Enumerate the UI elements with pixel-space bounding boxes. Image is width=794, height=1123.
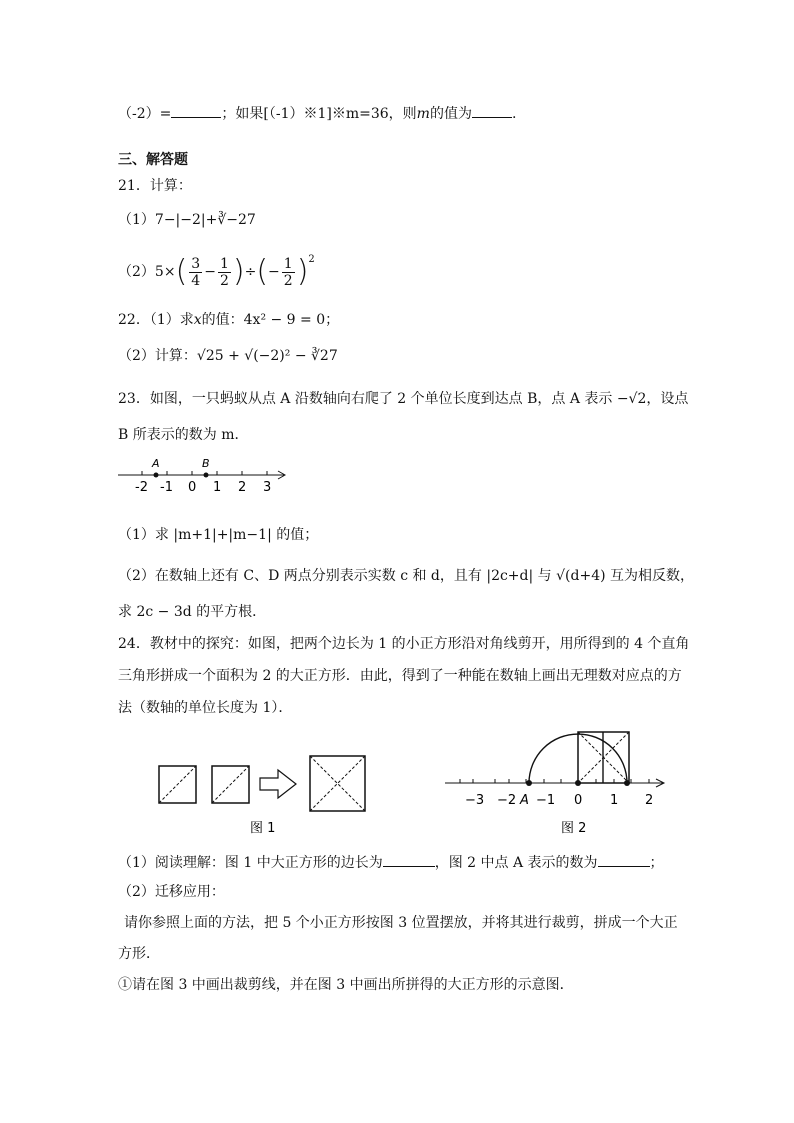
tick-label: 0 bbox=[188, 480, 197, 495]
paren-close: ) bbox=[232, 254, 245, 289]
section-title: 三、解答题 bbox=[118, 152, 188, 168]
q24-part1 bbox=[118, 852, 664, 873]
tick-label: −2 bbox=[497, 793, 517, 808]
q22-text: 22．（1）求 bbox=[118, 312, 194, 328]
q24-line3: 法（数轴的单位长度为 1）． bbox=[118, 700, 293, 716]
tick-label: 1 bbox=[213, 480, 222, 495]
q23-part2: （2）在数轴上还有 C、D 两点分别表示实数 c 和 d，且有 |2c+d| 与 √(d+4) 互为相反数， bbox=[118, 568, 695, 584]
part-label: （2） bbox=[118, 264, 155, 280]
q22-line2 bbox=[118, 346, 338, 366]
answer-blank[interactable] bbox=[598, 852, 650, 867]
q24-line2: 三角形拼成一个面积为 2 的大正方形．由此，得到了一种能在数轴上画出无理数对应点的方 bbox=[118, 668, 682, 684]
paren-close: ) bbox=[296, 254, 309, 289]
arrow-icon bbox=[260, 770, 296, 798]
math-expr: √25 + √(−2)² − ∛27 bbox=[196, 348, 338, 364]
tick-label: 2 bbox=[238, 480, 247, 495]
paren-open: ( bbox=[175, 254, 188, 289]
fraction: $\frac{3}{4}$ bbox=[191, 255, 201, 289]
tick-label: -1 bbox=[160, 480, 173, 495]
part-label: （2）计算： bbox=[118, 348, 197, 364]
q20-end: . bbox=[511, 106, 517, 122]
part-label: （1） bbox=[118, 212, 155, 228]
math-text: 5× bbox=[154, 264, 176, 280]
paren-open: ( bbox=[256, 254, 269, 289]
q20-tail bbox=[118, 103, 516, 124]
q20-text-b: ；如果[（-1）※1]※m=36，则 bbox=[221, 106, 417, 122]
q22-line1 bbox=[118, 310, 339, 330]
q24-part2-line3: ①请在图 3 中画出裁剪线，并在图 3 中画出所拼得的大正方形的示意图． bbox=[118, 977, 574, 993]
exponent: 2 bbox=[308, 254, 315, 265]
q20-text-c: 的值为 bbox=[429, 106, 472, 122]
point-a-label: A bbox=[152, 457, 160, 470]
q22-text: 的值： bbox=[201, 312, 244, 328]
point-a-dot bbox=[526, 780, 532, 786]
tick-label: 1 bbox=[610, 793, 619, 808]
q24-text: （1）阅读理解：图 1 中大正方形的边长为 bbox=[118, 855, 383, 871]
q24-text: ； bbox=[649, 855, 664, 871]
q24-text: ，图 2 中点 A 表示的数为 bbox=[434, 855, 598, 871]
q24-part2: （2）迁移应用： bbox=[118, 884, 225, 900]
fraction: $\frac{1}{2}$ bbox=[219, 255, 229, 289]
q21-part2 bbox=[118, 248, 315, 296]
q20-text-a: （-2）= bbox=[118, 106, 172, 122]
q21-part1 bbox=[118, 210, 256, 230]
math-text: ÷ bbox=[244, 264, 257, 280]
q24-part2-line1: 请你参照上面的方法，把 5 个小正方形按图 3 位置摆放，并将其进行裁剪，拼成一个大正 bbox=[124, 915, 678, 931]
q24-part2-line2: 方形． bbox=[118, 946, 160, 962]
tick-label: A bbox=[520, 793, 529, 808]
figure-1 bbox=[150, 746, 380, 838]
point-b-dot bbox=[204, 473, 209, 478]
answer-blank[interactable] bbox=[472, 103, 512, 118]
q23-line2: B 所表示的数为 m． bbox=[118, 427, 249, 443]
answer-blank[interactable] bbox=[171, 103, 221, 118]
tick-label: -2 bbox=[135, 480, 148, 495]
point-a-dot bbox=[154, 473, 159, 478]
figure-2 bbox=[440, 725, 670, 838]
point-dot bbox=[624, 780, 630, 786]
figure-1-caption: 图 1 bbox=[250, 821, 276, 836]
tick-label: 3 bbox=[263, 480, 272, 495]
q24-line1: 24．教材中的探究：如图，把两个边长为 1 的小正方形沿对角线剪开，用所得到的 4 个直角 bbox=[118, 636, 690, 652]
q20-var: m bbox=[416, 106, 430, 122]
answer-blank[interactable] bbox=[383, 852, 435, 867]
origin-dot bbox=[575, 780, 581, 786]
figure-2-caption: 图 2 bbox=[561, 821, 587, 836]
fraction: $\frac{1}{2}$ bbox=[283, 255, 293, 289]
tick-label: −3 bbox=[465, 793, 485, 808]
math-text: − bbox=[268, 264, 280, 280]
math-expr: 4x² − 9 = 0； bbox=[243, 312, 340, 328]
tick-label: 2 bbox=[645, 793, 654, 808]
q23-number-line bbox=[116, 453, 296, 495]
q23-line1: 23．如图，一只蚂蚁从点 A 沿数轴向右爬了 2 个单位长度到达点 B，点 A 表示 −√2，设点 bbox=[118, 391, 689, 407]
tick-label: 0 bbox=[574, 793, 583, 808]
q23-part2b: 求 2c − 3d 的平方根． bbox=[118, 604, 267, 620]
point-b-label: B bbox=[202, 457, 210, 470]
q23-part1: （1）求 |m+1|+|m−1| 的值； bbox=[118, 527, 319, 543]
q22-var: x bbox=[193, 312, 202, 328]
tick-label: −1 bbox=[536, 793, 556, 808]
math-text: − bbox=[204, 264, 216, 280]
math-expr: 7−|−2|+∛−27 bbox=[154, 212, 256, 228]
q21-title: 21．计算： bbox=[118, 178, 192, 194]
